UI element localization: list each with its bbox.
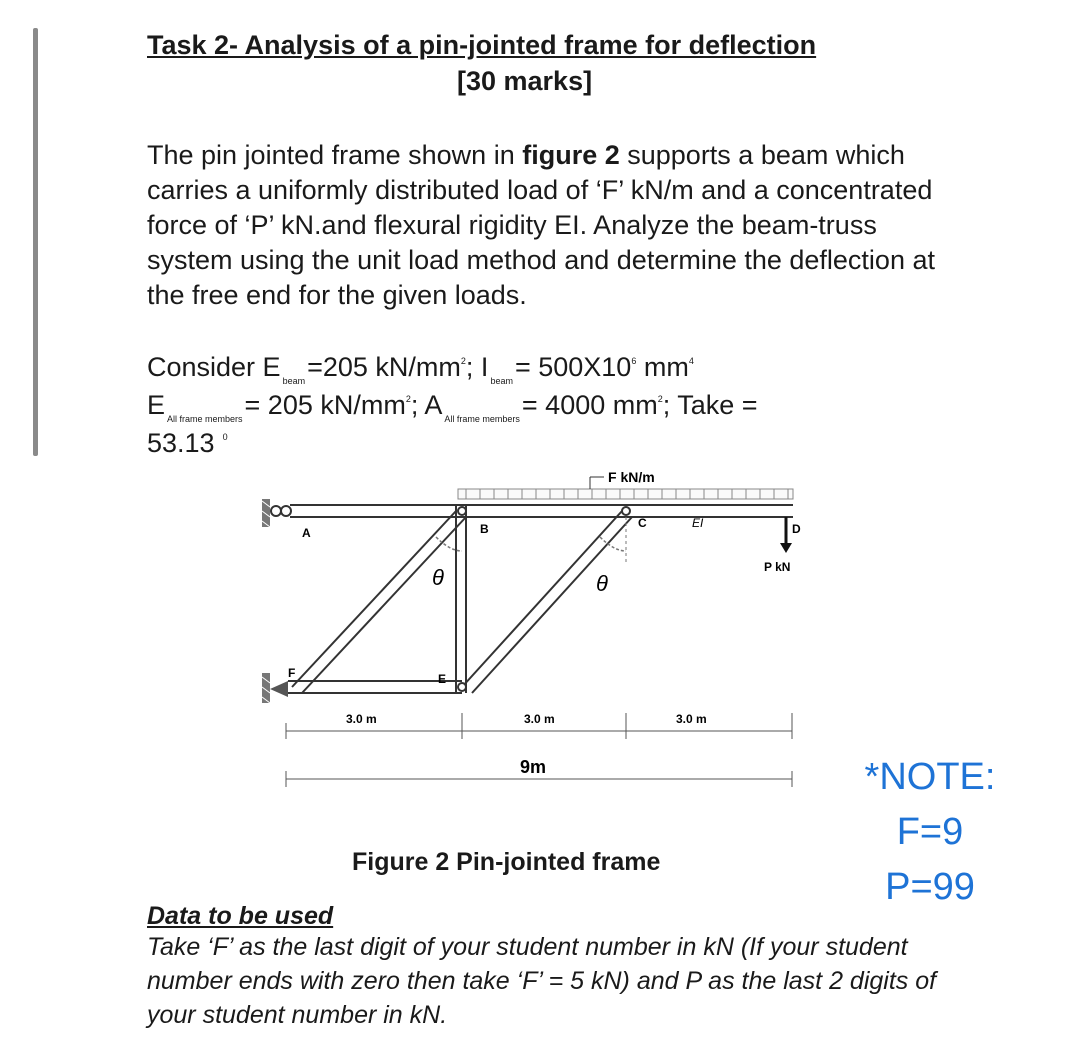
e-beam-value: =205 kN/mm xyxy=(307,352,461,382)
mm-unit: mm xyxy=(636,352,689,382)
angle-value: 53.13 xyxy=(147,428,215,458)
point-load-label: P kN xyxy=(764,560,791,574)
degree-sup: 0 xyxy=(222,432,228,442)
node-label-d: D xyxy=(792,522,801,536)
take-label: ; Take = xyxy=(662,390,758,420)
diagonal-member-ec xyxy=(462,511,632,693)
theta-right: θ xyxy=(596,571,608,596)
span-label-1: 3.0 m xyxy=(346,712,377,726)
span-label-2: 3.0 m xyxy=(524,712,555,726)
joint-c xyxy=(622,507,630,515)
exponent-sup: 6 xyxy=(631,356,637,366)
fourth-power-sup: 4 xyxy=(688,356,694,366)
truss-figure xyxy=(240,455,820,805)
point-load-arrow xyxy=(780,517,792,553)
data-section-text: Take ‘F’ as the last digit of your student number in kN (If your student number ends with zero then take ‘F’ = 5 kN) and P as the last 2 digits of your student number in kN. xyxy=(147,933,937,1029)
i-label: ; I xyxy=(465,352,489,382)
joint-e xyxy=(458,683,466,691)
beam-subscript: beam xyxy=(490,376,513,386)
node-label-b: B xyxy=(480,522,489,536)
figure-caption: Figure 2 Pin-jointed frame xyxy=(352,848,661,876)
wall-support-top xyxy=(262,499,270,527)
node-label-c: C xyxy=(638,516,647,530)
node-label-a: A xyxy=(302,526,311,540)
task-marks: [30 marks] xyxy=(457,66,593,96)
given-line-3 xyxy=(147,428,228,459)
diagonal-member-fb xyxy=(292,511,466,693)
node-label-f: F xyxy=(288,666,296,680)
frame-subscript: All frame members xyxy=(444,414,520,424)
note-p-value: P=99 xyxy=(885,866,975,908)
pin-support-f xyxy=(270,681,288,697)
consider-label: Consider E xyxy=(147,352,281,382)
given-line-2 xyxy=(147,390,758,424)
e-label: E xyxy=(147,390,166,420)
beam-subscript: beam xyxy=(282,376,306,386)
a-label: ; A xyxy=(410,390,443,420)
margin-bar xyxy=(33,28,38,456)
note-title: *NOTE: xyxy=(864,756,996,798)
joint-b xyxy=(458,507,466,515)
vertical-member-be xyxy=(456,505,466,693)
note-f-value: F=9 xyxy=(896,811,964,853)
theta-left: θ xyxy=(432,565,444,590)
note-box xyxy=(830,750,1030,915)
total-span-label: 9m xyxy=(520,757,547,777)
task-description xyxy=(147,138,947,313)
beam-ab xyxy=(290,505,462,517)
pin-support-a xyxy=(271,506,281,516)
squared-sup: 2 xyxy=(460,356,466,366)
e-frame-value: = 205 kN/mm xyxy=(244,390,406,420)
i-beam-value: = 500X10 xyxy=(514,352,632,382)
udl-label: F kN/m xyxy=(608,469,655,485)
squared-sup: 2 xyxy=(657,394,663,404)
given-line-1 xyxy=(147,352,694,386)
task-title: Task 2- Analysis of a pin-jointed frame for deflection xyxy=(147,30,817,60)
figure-reference: figure 2 xyxy=(522,140,620,170)
a-frame-value: = 4000 mm xyxy=(521,390,658,420)
frame-subscript: All frame members xyxy=(167,414,243,424)
ei-label: EI xyxy=(692,516,704,530)
data-section-title: Data to be used xyxy=(147,902,334,930)
squared-sup: 2 xyxy=(405,394,411,404)
desc-part-1: The pin jointed frame shown in xyxy=(147,140,523,170)
desc-part-2: supports a beam which carries a uniformly distributed load of ‘F’ kN/m and a concentrated force of ‘P’ kN.and flexural rigidity EI. Analyze the beam-truss system using the unit load method and determine the deflection at the free end for the given loads. xyxy=(147,140,935,310)
bottom-chord xyxy=(288,681,462,693)
node-label-e: E xyxy=(438,672,447,686)
span-label-3: 3.0 m xyxy=(676,712,707,726)
